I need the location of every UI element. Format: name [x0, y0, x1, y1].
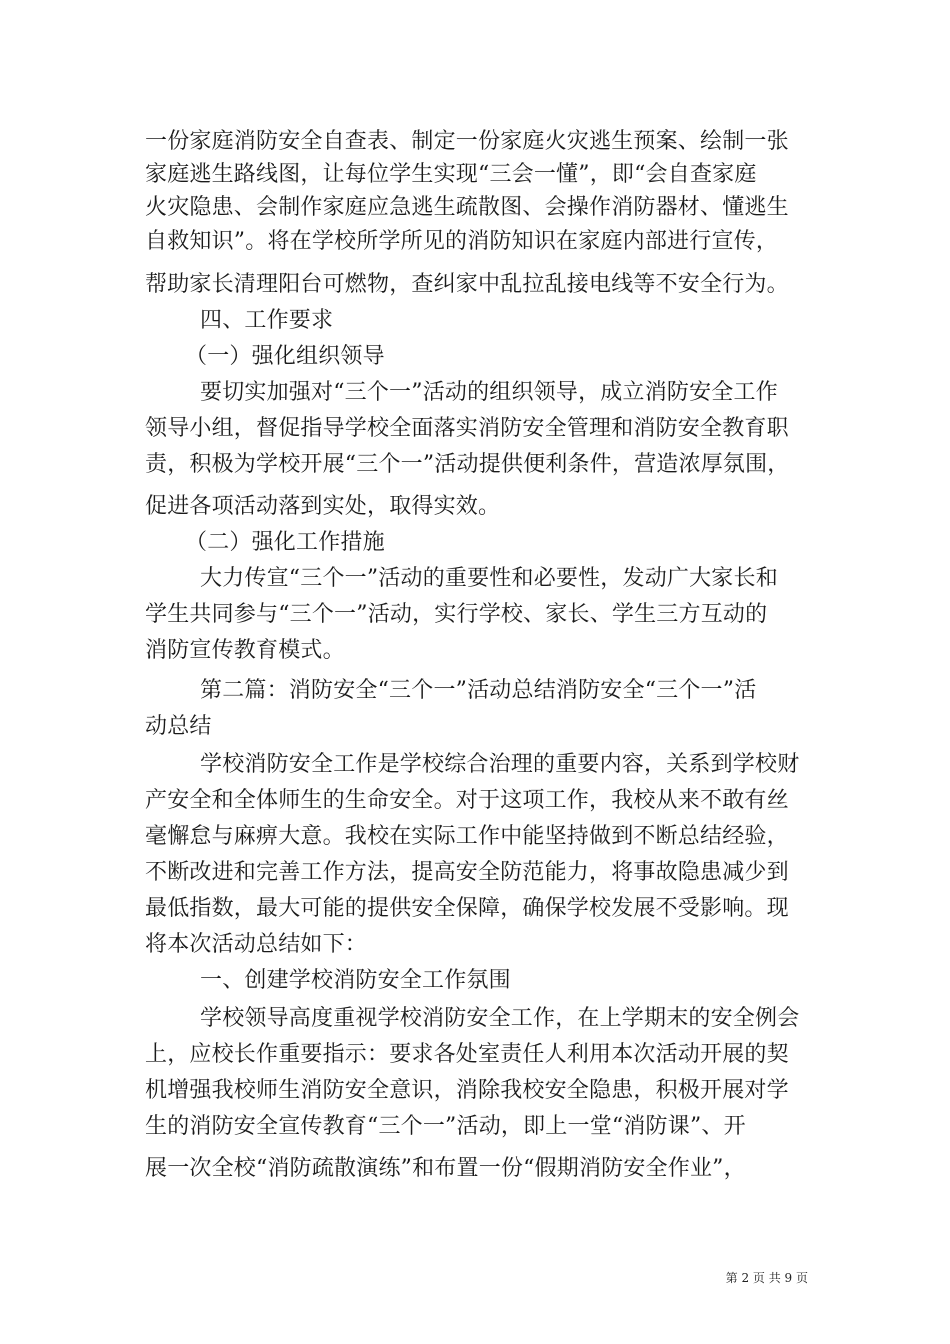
- text-line: 火灾隐患、会制作家庭应急逃生疏散图、会操作消防器材、懂逃生: [145, 195, 789, 220]
- text-line: 产安全和全体师生的生命安全。对于这项工作，我校从来不敢有丝: [145, 788, 789, 813]
- section-heading: 四、工作要求: [200, 308, 334, 333]
- text-line: 帮助家长清理阳台可燃物，查纠家中乱拉乱接电线等不安全行为。: [145, 272, 789, 297]
- text-line: 生的消防安全宣传教育“三个一”活动，即上一堂“消防课”、开: [145, 1114, 746, 1139]
- page-number: 第 2 页 共 9 页: [725, 1271, 808, 1285]
- text-line: 领导小组，督促指导学校全面落实消防安全管理和消防安全教育职: [145, 416, 789, 441]
- text-line: 机增强我校师生消防安全意识，消除我校安全隐患，积极开展对学: [145, 1078, 789, 1103]
- text-line: 学校消防安全工作是学校综合治理的重要内容，关系到学校财: [200, 752, 800, 777]
- subsection-heading: （二）强化工作措施: [185, 530, 385, 555]
- text-line: 消防宣传教育模式。: [145, 638, 345, 663]
- text-line: 上，应校长作重要指示：要求各处室责任人利用本次活动开展的契: [145, 1042, 789, 1067]
- chapter-title: 第二篇：消防安全“三个一”活动总结消防安全“三个一”活: [200, 678, 757, 703]
- text-line: 将本次活动总结如下：: [145, 932, 368, 957]
- text-line: 一份家庭消防安全自查表、制定一份家庭火灾逃生预案、绘制一张: [145, 129, 789, 154]
- text-line: 最低指数，最大可能的提供安全保障，确保学校发展不受影响。现: [145, 896, 789, 921]
- chapter-title-continued: 动总结: [145, 714, 212, 739]
- text-line: 责，积极为学校开展“三个一”活动提供便利条件，营造浓厚氛围，: [145, 452, 790, 477]
- text-line: 家庭逃生路线图，让每位学生实现“三会一懂”，即“会自查家庭: [145, 162, 757, 187]
- text-line: 展一次全校“消防疏散演练”和布置一份“假期消防安全作业”，: [145, 1156, 746, 1181]
- text-line: 自救知识”。将在学校所学所见的消防知识在家庭内部进行宣传，: [145, 229, 779, 254]
- text-line: 大力传宣“三个一”活动的重要性和必要性，发动广大家长和: [200, 566, 778, 591]
- text-line: 学校领导高度重视学校消防安全工作，在上学期末的安全例会: [200, 1006, 800, 1031]
- subsection-heading: （一）强化组织领导: [185, 344, 385, 369]
- text-line: 不断改进和完善工作方法，提高安全防范能力，将事故隐患减少到: [145, 860, 789, 885]
- text-line: 促进各项活动落到实处，取得实效。: [145, 494, 501, 519]
- text-line: 学生共同参与“三个一”活动，实行学校、家长、学生三方互动的: [145, 602, 768, 627]
- section-heading: 一、创建学校消防安全工作氛围: [200, 968, 511, 993]
- text-line: 要切实加强对“三个一”活动的组织领导，成立消防安全工作: [200, 380, 778, 405]
- text-line: 毫懈怠与麻痹大意。我校在实际工作中能坚持做到不断总结经验，: [145, 824, 789, 849]
